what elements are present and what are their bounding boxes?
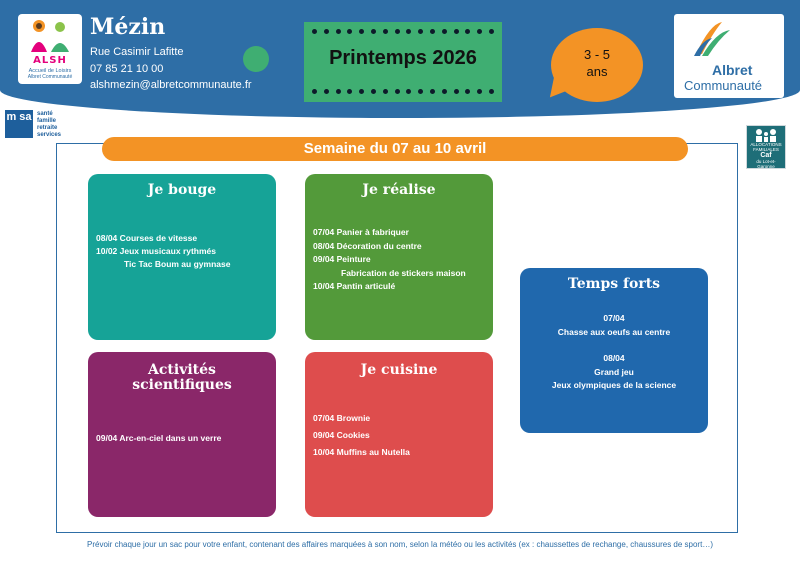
- msa-logo-mark: m sa: [5, 110, 33, 138]
- card-lines: [313, 226, 487, 294]
- activity-date: 08/04: [603, 353, 625, 363]
- activity-line: 09/04 Cookies: [313, 430, 370, 440]
- activity-line: Fabrication de stickers maison: [341, 267, 466, 278]
- card-title: Temps forts: [567, 276, 661, 292]
- card-activites-scientifiques: [88, 352, 276, 517]
- card-lines: [524, 312, 704, 393]
- card-title-line1: Activités: [148, 362, 216, 378]
- card-lines: [96, 232, 270, 271]
- caf-logo: [746, 125, 786, 169]
- bottom-dots-decoration: [312, 89, 494, 95]
- activity-line: 07/04 Panier à fabriquer: [313, 227, 409, 237]
- card-title: [88, 363, 276, 393]
- activity-line: Grand jeu: [594, 366, 634, 377]
- caf-line: ALLOCATIONS: [750, 142, 782, 147]
- activity-line: 07/04 Brownie: [313, 413, 371, 423]
- caf-line: Garonne: [757, 164, 775, 169]
- card-title: Je réalise: [362, 182, 436, 198]
- age-range-unit: ans: [586, 64, 608, 79]
- alsh-logo-word: ALSH: [33, 55, 67, 66]
- msa-line: santé: [37, 111, 53, 117]
- msa-logo: [5, 110, 77, 140]
- caf-line: du Lot-et-: [756, 159, 776, 164]
- card-je-realise: [305, 174, 493, 340]
- card-je-cuisine: [305, 352, 493, 517]
- albret-communaute-logo: [674, 14, 784, 98]
- activity-line: 10/04 Pantin articulé: [313, 281, 396, 291]
- activity-line: Tic Tac Boum au gymnase: [124, 259, 231, 269]
- activity-line: 10/04 Muffins au Nutella: [313, 447, 410, 457]
- activity-line: Chasse aux oeufs au centre: [557, 326, 671, 337]
- age-range-value: 3 - 5: [583, 47, 610, 62]
- spacer: [524, 339, 704, 352]
- footer-note: Prévoir chaque jour un sac pour votre enfant, contenant des affaires marquées à son nom, selon la météo ou les activités (ex : chaussettes de rechange, chaussures de sport…): [87, 540, 713, 549]
- activity-line: 10/02 Jeux musicaux rythmés: [96, 246, 217, 256]
- activity-line: 08/04 Décoration du centre: [313, 240, 422, 251]
- alsh-logo-line2: Albret Communauté: [27, 74, 73, 80]
- activity-date: 07/04: [603, 313, 625, 323]
- age-range: [551, 46, 643, 80]
- activity-line: 09/04 Arc-en-ciel dans un verre: [96, 433, 222, 443]
- email: alshmezin@albretcommunaute.fr: [90, 79, 252, 91]
- caf-line: Caf: [760, 152, 772, 159]
- leaves-icon: [692, 20, 732, 58]
- family-icon: [751, 128, 781, 142]
- msa-line: services: [37, 132, 62, 138]
- green-dot-decoration: [243, 46, 269, 72]
- card-lines: [96, 432, 270, 445]
- activity-line: 08/04 Courses de vitesse: [96, 233, 198, 243]
- card-lines: [313, 410, 487, 461]
- alsh-logo: [18, 14, 82, 84]
- phone: 07 85 21 10 00: [90, 63, 164, 75]
- week-banner: Semaine du 07 au 10 avril: [102, 137, 688, 161]
- card-title: Je bouge: [147, 182, 217, 198]
- card-je-bouge: [88, 174, 276, 340]
- msa-line: retraite: [37, 125, 58, 131]
- albret-logo-line1: Albret: [712, 62, 753, 78]
- address: Rue Casimir Lafitte: [90, 46, 184, 58]
- season-box: [304, 22, 502, 102]
- alsh-logo-line1: Accueil de Loisirs: [28, 68, 72, 74]
- top-dots-decoration: [312, 29, 494, 35]
- caf-line: FAMILIALES: [753, 147, 779, 152]
- activity-line: Jeux olympiques de la science: [551, 380, 677, 390]
- card-title-line2: scientifiques: [132, 377, 232, 393]
- card-temps-forts: [520, 268, 708, 433]
- albret-logo-line2: Communauté: [684, 78, 763, 93]
- season-title: Printemps 2026: [329, 47, 477, 69]
- card-title: Je cuisine: [360, 362, 438, 378]
- children-figures-icon: [25, 18, 75, 54]
- activity-line: 09/04 Peinture: [313, 254, 371, 264]
- center-name: Mézin: [90, 14, 166, 40]
- msa-line: famille: [37, 118, 57, 124]
